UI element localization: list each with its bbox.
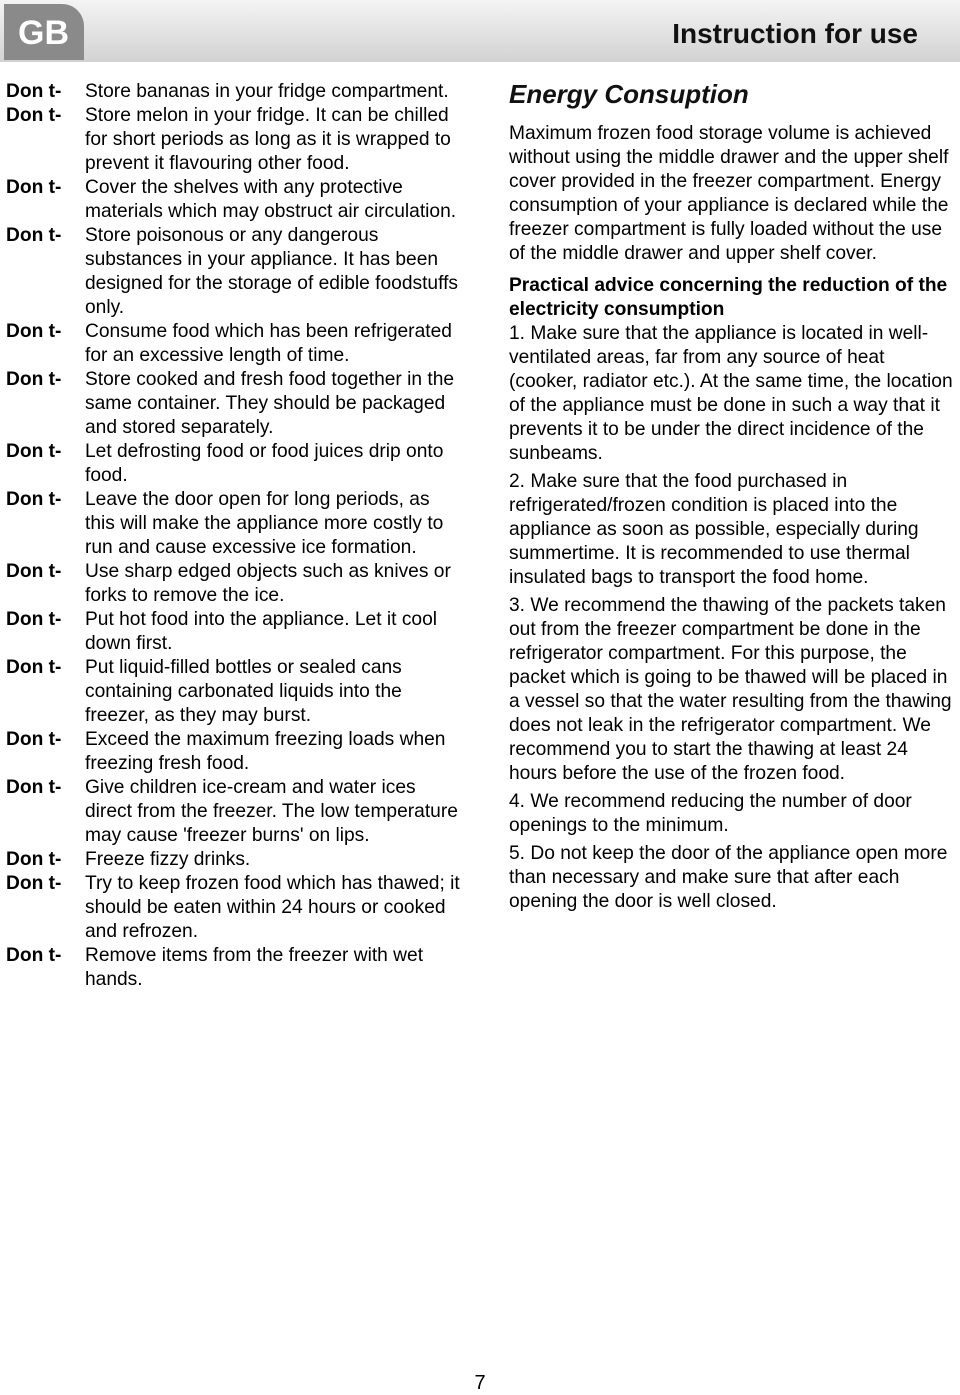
dont-item <box>6 104 461 176</box>
header-title: Instruction for use <box>672 18 918 49</box>
dont-label: Don t- <box>6 945 62 966</box>
advice-tip: 4. We recommend reducing the number of door openings to the minimum. <box>509 791 912 836</box>
dont-item <box>6 656 461 728</box>
language-tag: GB <box>4 4 84 60</box>
dont-text: Cover the shelves with any protective materials which may obstruct air circulation. <box>85 177 457 222</box>
dont-item <box>6 80 461 104</box>
page-header <box>0 0 960 62</box>
dont-item <box>6 608 461 656</box>
advice-heading: Practical advice concerning the reduction of the electricity consumption <box>509 275 948 320</box>
dont-label: Don t- <box>6 321 62 342</box>
dont-label: Don t- <box>6 609 62 630</box>
dont-item <box>6 776 461 848</box>
dont-text: Store cooked and fresh food together in the same container. They should be packaged and stored separately. <box>85 369 455 438</box>
dont-label: Don t- <box>6 441 62 462</box>
dont-text: Let defrosting food or food juices drip onto food. <box>85 441 444 486</box>
advice-tip: 1. Make sure that the appliance is located in well-ventilated areas, far from any source of heat (cooker, radiator etc.). At the same time, the location of the appliance must be done in such a way that it prevents it to be under the direct incidence of the sunbeams. <box>509 323 953 464</box>
dont-item <box>6 224 461 320</box>
dont-label: Don t- <box>6 849 62 870</box>
dont-label: Don t- <box>6 81 62 102</box>
dont-text: Consume food which has been refrigerated for an excessive length of time. <box>85 321 452 366</box>
dont-text: Exceed the maximum freezing loads when freezing fresh food. <box>85 729 446 774</box>
dont-text: Put hot food into the appliance. Let it cool down first. <box>85 609 438 654</box>
energy-section <box>509 78 957 918</box>
dont-item <box>6 560 461 608</box>
dont-text: Leave the door open for long periods, as this will make the appliance more costly to run and cause excessive ice formation. <box>85 489 444 558</box>
dont-label: Don t- <box>6 777 62 798</box>
dont-item <box>6 440 461 488</box>
dont-text: Store poisonous or any dangerous substances in your appliance. It has been designed for the storage of edible foodstuffs only. <box>85 225 458 318</box>
dont-label: Don t- <box>6 561 62 582</box>
dont-item <box>6 368 461 440</box>
dont-item <box>6 176 461 224</box>
dont-item <box>6 488 461 560</box>
dont-item <box>6 872 461 944</box>
advice-tip: 3. We recommend the thawing of the packets taken out from the freezer compartment be done in the refrigerator compartment. For this purpose, the packet which is going to be thawed will be placed in a vessel so that the water resulting from the thawing does not leak in the refrigerator compartment. We recommend you to start the thawing at least 24 hours before the use of the frozen food. <box>509 595 952 784</box>
dont-label: Don t- <box>6 225 62 246</box>
advice-tip: 2. Make sure that the food purchased in refrigerated/frozen condition is placed into the appliance as soon as possible, especially during summertime. It is recommended to use thermal insulated bags to transport the food home. <box>509 471 919 588</box>
donts-list <box>6 80 461 992</box>
page-number: 7 <box>474 1372 486 1394</box>
dont-text: Store melon in your fridge. It can be chilled for short periods as long as it is wrapped to prevent it flavouring other food. <box>85 105 451 174</box>
dont-text: Store bananas in your fridge compartment. <box>85 81 449 102</box>
advice-tip: 5. Do not keep the door of the appliance open more than necessary and make sure that after each opening the door is well closed. <box>509 843 948 912</box>
dont-label: Don t- <box>6 873 62 894</box>
dont-text: Put liquid-filled bottles or sealed cans containing carbonated liquids into the freezer, as they may burst. <box>85 657 402 726</box>
dont-text: Try to keep frozen food which has thawed; it should be eaten within 24 hours or cooked and refrozen. <box>85 873 460 942</box>
dont-item <box>6 320 461 368</box>
dont-item <box>6 728 461 776</box>
energy-heading: Energy Consuption <box>509 79 749 109</box>
dont-text: Freeze fizzy drinks. <box>85 849 251 870</box>
dont-label: Don t- <box>6 729 62 750</box>
dont-label: Don t- <box>6 657 62 678</box>
dont-text: Remove items from the freezer with wet hands. <box>85 945 424 990</box>
energy-intro: Maximum frozen food storage volume is achieved without using the middle drawer and the upper shelf cover provided in the freezer compartment. Energy consumption of your appliance is declared while the freezer compartment is fully loaded without the use of the middle drawer and upper shelf cover. <box>509 123 949 264</box>
dont-label: Don t- <box>6 489 62 510</box>
dont-label: Don t- <box>6 105 62 126</box>
dont-item <box>6 944 461 992</box>
dont-text: Give children ice-cream and water ices direct from the freezer. The low temperature may cause 'freezer burns' on lips. <box>85 777 458 846</box>
dont-item <box>6 848 461 872</box>
dont-text: Use sharp edged objects such as knives or forks to remove the ice. <box>85 561 451 606</box>
dont-label: Don t- <box>6 177 62 198</box>
dont-label: Don t- <box>6 369 62 390</box>
